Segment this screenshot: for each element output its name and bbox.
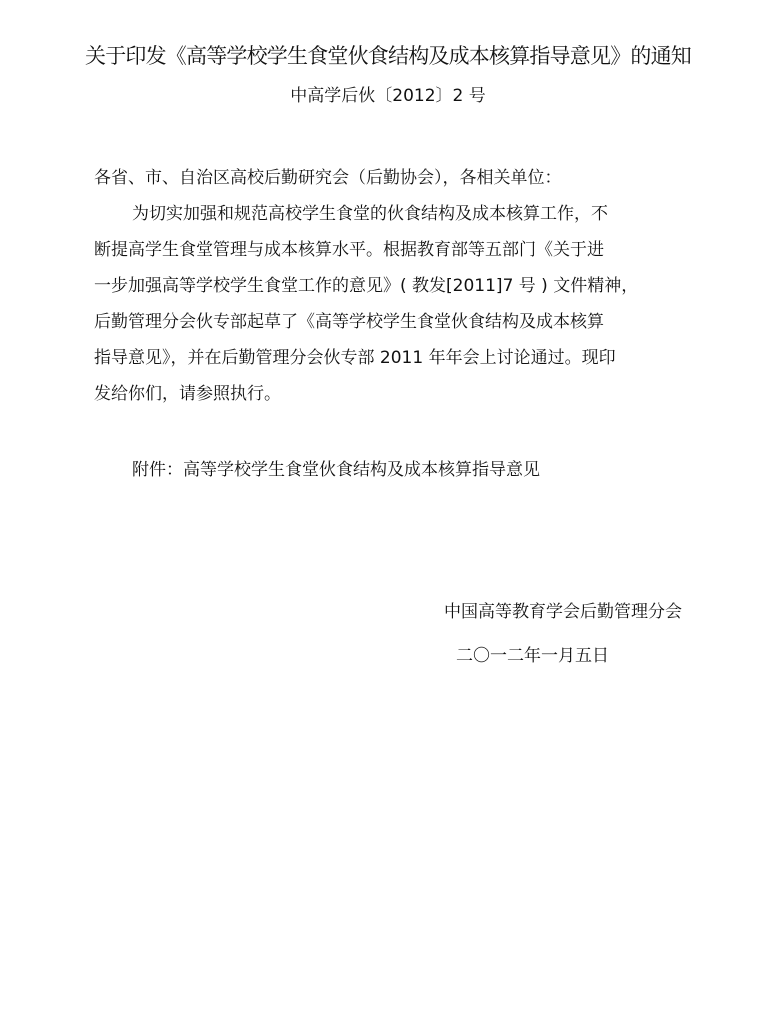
body-line: 发给你们，请参照执行。	[94, 384, 281, 404]
body-line: 断提高学生食堂管理与成本核算水平。根据教育部等五部门《关于进	[94, 240, 604, 260]
issue-date: 二〇一二年一月五日	[456, 646, 609, 666]
attachment-line: 附件：高等学校学生食堂伙食结构及成本核算指导意见	[132, 460, 540, 480]
issuer-signature: 中国高等教育学会后勤管理分会	[444, 602, 682, 622]
salutation: 各省、市、自治区高校后勤研究会（后勤协会），各相关单位：	[94, 168, 562, 188]
document-title: 关于印发《高等学校学生食堂伙食结构及成本核算指导意见》的通知	[85, 44, 691, 68]
body-line: 为切实加强和规范高校学生食堂的伙食结构及成本核算工作，不	[132, 204, 608, 224]
body-line: 后勤管理分会伙专部起草了《高等学校学生食堂伙食结构及成本核算	[94, 312, 604, 332]
body-line: 指导意见》，并在后勤管理分会伙专部 2011 年年会上讨论通过。现印	[94, 348, 616, 368]
body-line: 一步加强高等学校学生食堂工作的意见》( 教发[2011]7 号 ) 文件精神，	[94, 276, 639, 296]
document-number: 中高学后伙〔2012〕2 号	[290, 86, 486, 106]
